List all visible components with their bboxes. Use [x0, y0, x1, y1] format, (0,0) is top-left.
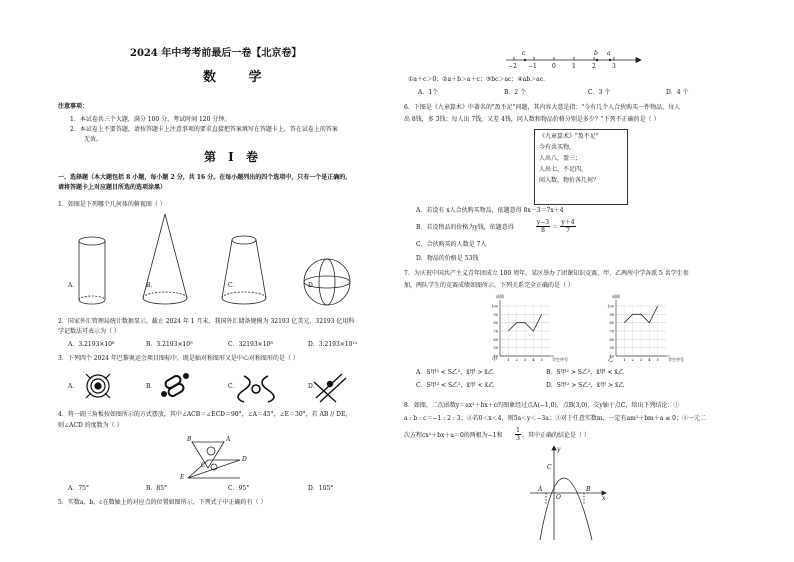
q6-box-line-3: 人出八，盈三； — [539, 155, 582, 162]
q7-ytick-label: 90 — [609, 312, 614, 317]
q2-option-c: C．32193×10⁸ — [228, 341, 273, 348]
q4-label-d: D — [242, 456, 247, 463]
q4-option-c: C．95° — [228, 485, 250, 492]
q7-ylabel: 成绩 — [612, 294, 620, 299]
q7-name-jia: 甲 — [492, 357, 498, 363]
q7-xtick-label: 4 — [648, 358, 651, 362]
q6-line-2: 出 8钱，多 3钱；每人出 7钱，又差 4钱，问人数和物品价格分别是多少？"下列不正确的是（ ） — [404, 116, 660, 123]
q7-option-b: B．S甲² > S乙²，x̄甲 < x̄乙 — [546, 369, 624, 376]
notes-item-1: 1．本试卷共三个大题，满分 100 分，考试时间 120 分钟。 — [70, 116, 231, 123]
section1-heading: 一、选择题（本大题包括 8 小题，每小题 2 分，共 16 分。在每小题列出的四个选项中，只有一个是正确的, — [58, 174, 348, 181]
q6-box-line-4: 人出七，不足四， — [539, 166, 588, 173]
paper-title: 2024 年中考考前最后一卷【北京卷】 — [130, 48, 302, 59]
q3-option-a: A． — [68, 383, 79, 390]
q2-line-2: 学记数法可表示为（ ） — [58, 328, 120, 335]
q7-ytick-label: 50 — [493, 346, 498, 351]
q7-xtick-label: 2 — [515, 358, 518, 362]
q7-ytick-label: 70 — [493, 329, 498, 334]
q7-ytick-label: 90 — [493, 312, 498, 317]
q7-xtick-label: 5 — [656, 358, 659, 362]
q5-tick-0: 0 — [552, 63, 556, 70]
q7-ytick-label: 100 — [491, 304, 498, 309]
q4-line-2: 则∠ACD 的度数为（ ） — [58, 422, 123, 429]
q6-line-1: 6．下图是《九章算术》中著名的"盈不足"问题，其内容大意是指："今有几个人合伙购买一件物品，每人 — [404, 104, 681, 111]
q7-ytick-label: 80 — [493, 321, 498, 326]
q3-option-d: D． — [308, 383, 319, 390]
q7-option-d: D．S甲² > S乙²，x̄甲 > x̄乙 — [546, 382, 625, 389]
q4-option-a: A．75° — [68, 485, 89, 492]
q7-ytick-label: 100 — [607, 304, 614, 309]
q5-tick-2: 2 — [592, 63, 596, 70]
q2-option-a: A．3.2193×10⁸ — [68, 341, 115, 348]
q3-option-c: C． — [228, 383, 239, 390]
left-column — [58, 0, 398, 562]
q4-option-d: D．105° — [308, 485, 334, 492]
q2-option-d: D．3.2193×10¹² — [308, 341, 358, 348]
q5-letter-c: c — [522, 50, 526, 57]
q3-option-b: B． — [146, 383, 157, 390]
q5-letter-a: a — [607, 50, 611, 57]
q8-frac-num: 1 — [516, 427, 520, 434]
q6-box-line-1: 《九章算术》"盈不足" — [539, 133, 599, 140]
q6-box-line-2: 今有共买物， — [539, 144, 576, 151]
q7-name-yi: 乙 — [608, 357, 614, 363]
q7-xtick-label: 4 — [532, 358, 535, 362]
q8-label-b: B — [586, 486, 591, 493]
q7-ytick-label: 80 — [609, 321, 614, 326]
q6-option-c: C．合伙购买的人数是 7人 — [416, 241, 487, 248]
q5-option-c: C．3 个 — [588, 89, 611, 96]
section1-heading-2: 请将答题卡上对应题目所选的选项涂黑） — [58, 184, 167, 191]
q8-line-2: a : b : c＝−1 : 2 : 3；②若0＜x＜4，则5a＜y＜−3a；③对于任意实数m，一定有am²＋bm＋a ≤ 0；④一元二 — [404, 415, 706, 422]
q1-option-b: B． — [146, 282, 157, 289]
notes-item-2: 2．本试卷上不要答题，请按答题卡上注意事项的要求直接把答案填写在答题卡上，答在试卷上的答案 — [70, 126, 338, 133]
q5-letter-b: b — [594, 50, 598, 57]
q5-tick-1: 1 — [572, 63, 576, 70]
q6-frac1-num: y−3 — [536, 219, 550, 226]
q4-label-c: C — [201, 462, 206, 469]
notes-item-3: 无效。 — [84, 136, 103, 143]
q5-stem: 5．实数a，b，c在数轴上的对应点的位置如图所示，下列式子中正确的有（ ） — [58, 499, 267, 506]
q5-option-b: B．2 个 — [504, 89, 527, 96]
q1-stem: 1．如图是下列哪个几何体的俯视图（ ） — [58, 201, 166, 208]
q4-label-b: B — [187, 436, 192, 443]
q6-option-d: D．物品的价格是 53钱 — [416, 255, 479, 262]
q7-xtick-label: 1 — [507, 358, 510, 362]
q2-option-b: B．3.2193×10⁹ — [146, 341, 193, 348]
q6-equals: ＝ — [552, 224, 559, 231]
subject-title: 数 学 — [203, 70, 276, 85]
q4-triangles-figure — [58, 0, 398, 562]
q4-label-a: A — [226, 436, 231, 443]
q5-statements: ①a＋c＞0；②a＋b＞a＋c；③bc＞ac；④ab＞ac． — [408, 76, 550, 83]
q7-line-2: 加，两队学生的竞赛成绩如图所示，下列关系完全正确的是（ ） — [404, 282, 574, 289]
q5-tick-neg1: −1 — [528, 63, 537, 70]
q7-option-a: A．S甲² < S乙²，x̄甲 > x̄乙 — [416, 369, 494, 376]
q6-box-line-5: 问人数，物价各几何？ — [539, 177, 600, 184]
q8-parabola-figure — [404, 0, 750, 562]
q5-tick-3: 3 — [612, 63, 616, 70]
q7-ytick-label: 60 — [609, 337, 614, 342]
q6-option-a: A．若设有 x人合伙购买物品，依题意得 8x－3＝7x＋4 — [416, 207, 564, 214]
q7-ytick-label: 60 — [493, 337, 498, 342]
q7-line-1: 7．为庆祝中国共产主义青年团成立 100 周年，某区举办了团课知识竞赛，甲、乙两所中学各派 5 名学生参 — [404, 270, 689, 277]
q4-option-b: B．85° — [146, 485, 168, 492]
q8-label-y: y — [557, 446, 561, 453]
q8-line-1: 8．如图，二次函数y＝ax²＋bx＋c的图象经过点A(−1,0)，点B(3,0)，交y轴于点C，给出下列结论：① — [404, 402, 680, 409]
q7-xtick-label: 3 — [523, 358, 527, 362]
q5-option-d: D．4 个 — [666, 89, 689, 96]
q7-xlabel: 学生序号 — [552, 357, 568, 362]
q5-option-a: A．1个 — [418, 89, 439, 96]
q1-option-a: A． — [68, 282, 79, 289]
q7-xtick-label: 1 — [623, 358, 626, 362]
q8-frac-den: 3 — [516, 435, 520, 442]
q7-ytick-label: 40 — [609, 354, 614, 359]
volume-title: 第 I 卷 — [204, 150, 262, 164]
q6-frac2-num: y＋4 — [561, 219, 575, 226]
q8-label-x: x — [602, 495, 606, 502]
q8-line-3a: 次方程cx²＋bx＋a＝0的两根为−1和 — [404, 432, 503, 439]
q7-xtick-label: 2 — [631, 358, 634, 362]
q8-label-a: A — [538, 486, 543, 493]
q4-line-1: 4．将一副三角板按如图所示的方式摆放，其中∠ACB＝∠ECD＝90°，∠A＝45°，∠E＝30°，若 AB // DE， — [58, 411, 352, 418]
q7-ytick-label: 50 — [609, 346, 614, 351]
q6-frac1-den: 8 — [541, 227, 545, 234]
q7-ylabel: 成绩 — [496, 294, 504, 299]
q2-line-1: 2．国家外汇管理局统计数据显示，截止 2024 年 1 月末，我国外汇储备规模为 32193 亿美元，32193 亿用科 — [58, 318, 355, 325]
q7-xtick-label: 3 — [639, 358, 643, 362]
q3-stem: 3．下列四个 2024 年巴黎奥运会项目图标中，既是轴对称图形又是中心对称图形的是（ ） — [58, 355, 299, 362]
q8-label-o: O — [556, 494, 561, 501]
q8-line-3b: ，其中正确的结论是（ ） — [522, 432, 590, 439]
q6-option-b: B．若设物品的价格为y钱，依题意得 — [416, 224, 514, 231]
q8-label-c: C — [547, 464, 552, 471]
q4-label-e: E — [180, 474, 185, 481]
q7-ytick-label: 70 — [609, 329, 614, 334]
right-column — [404, 0, 750, 562]
q6-frac2-den: 7 — [566, 227, 570, 234]
q7-ytick-label: 40 — [493, 354, 498, 359]
q7-xtick-label: 5 — [540, 358, 543, 362]
q7-option-c: C．S甲² < S乙²，x̄甲 < x̄乙 — [416, 382, 495, 389]
q1-option-c: C． — [228, 282, 239, 289]
notes-heading: 注意事项： — [58, 103, 89, 110]
q7-xlabel: 学生序号 — [668, 357, 684, 362]
q5-tick-neg2: −2 — [508, 63, 517, 70]
q1-option-d: D． — [308, 282, 319, 289]
